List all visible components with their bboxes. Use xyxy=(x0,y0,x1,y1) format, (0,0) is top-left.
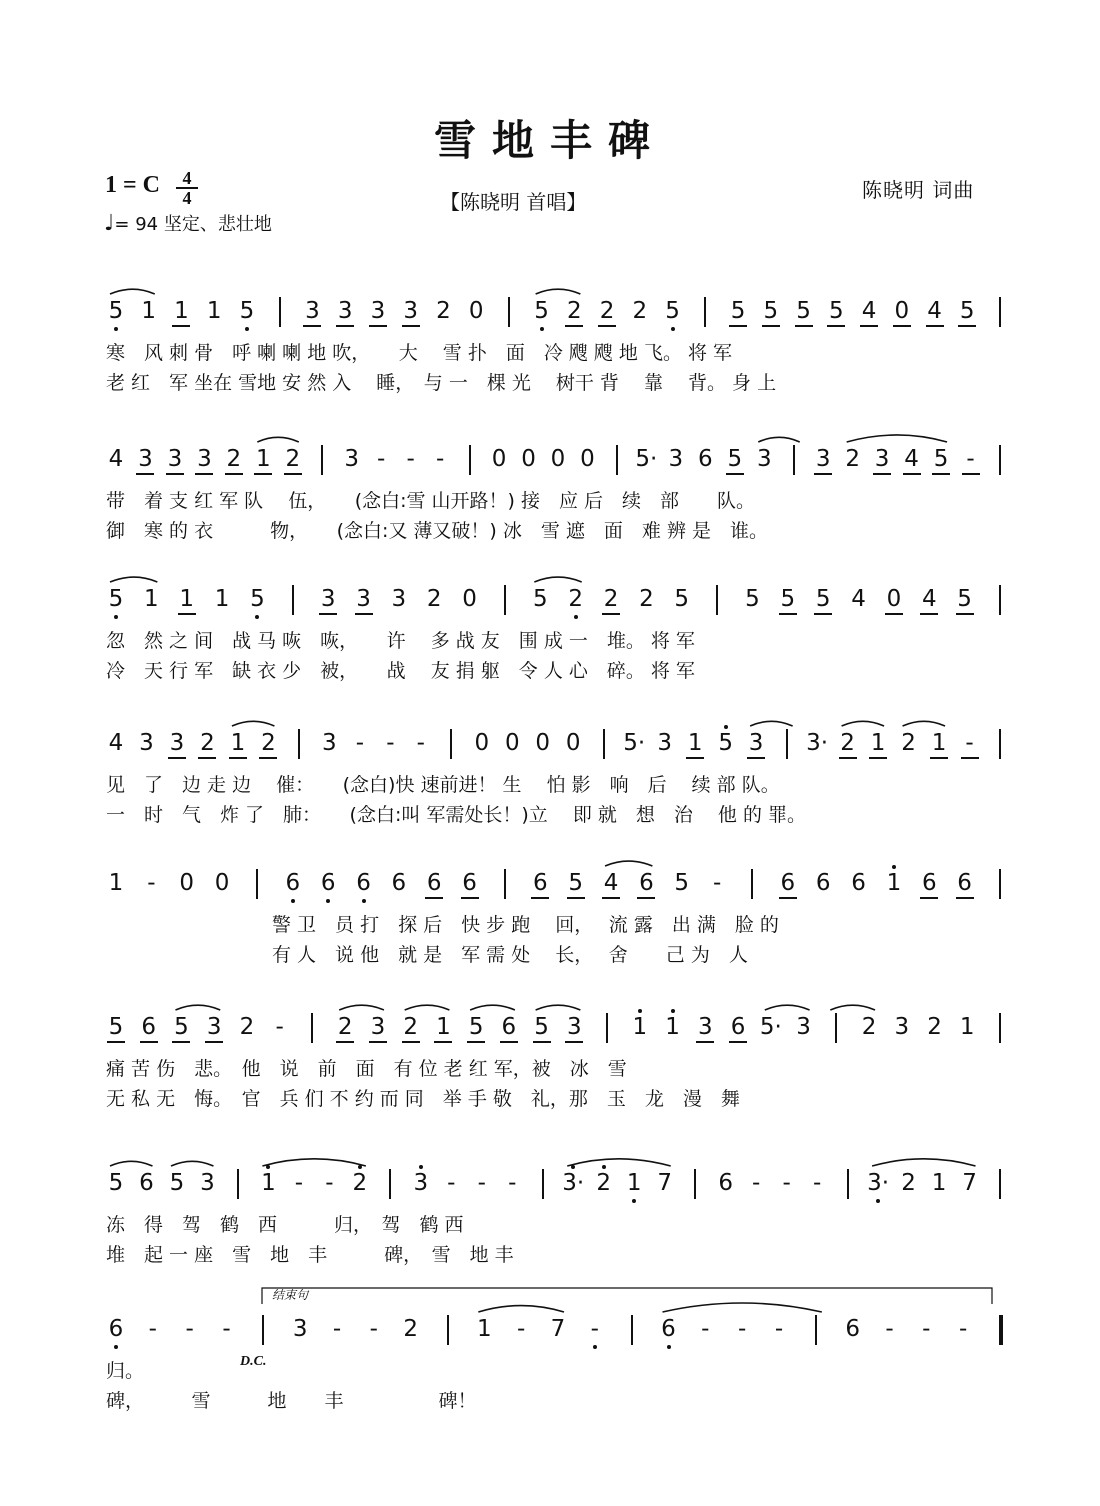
note: 3 xyxy=(337,298,353,324)
slur xyxy=(903,721,945,726)
slur xyxy=(110,577,157,582)
note: 3· xyxy=(867,1170,890,1196)
note: 3 xyxy=(167,446,183,472)
note-extension: - xyxy=(416,730,425,756)
lyrics-verse1: 带 着 支 红 军 队 伍， (念白:雪 山开路！) 接 应 后 续 部 队。 xyxy=(106,490,756,512)
note: 3 xyxy=(413,1170,429,1196)
note: 2 xyxy=(603,586,619,612)
lyrics-verse2: 有 人 说 他 就 是 军 需 处 长， 舍 己 为 人 xyxy=(272,944,748,966)
note: 5 xyxy=(957,586,972,612)
note: 0 xyxy=(535,730,551,756)
note: 0 xyxy=(214,870,230,896)
slur xyxy=(765,1005,810,1010)
ending-label: 结束句 xyxy=(272,1288,309,1302)
note: 5 xyxy=(108,586,124,612)
note-extension: - xyxy=(922,1316,931,1342)
note: 6 xyxy=(718,1170,733,1196)
note: 2 xyxy=(436,298,451,324)
note: 5 xyxy=(718,730,733,756)
lyrics-verse1: 痛 苦 伤 悲。 他 说 前 面 有 位 老 红 军，被 冰 雪 xyxy=(106,1058,627,1080)
note: 2 xyxy=(845,446,860,472)
note: 6 xyxy=(661,1316,676,1342)
note: 5· xyxy=(623,730,646,756)
note: 7 xyxy=(657,1170,672,1196)
slur xyxy=(872,1159,975,1166)
note: 2 xyxy=(568,586,583,612)
note: 1 xyxy=(144,586,159,612)
note-extension: - xyxy=(885,1316,894,1342)
note: 4 xyxy=(108,446,124,472)
note: 4 xyxy=(603,870,619,896)
lyrics-verse2: 无 私 无 悔。 官 兵 们 不 约 而 同 举 手 敬 礼，那 玉 龙 漫 舞 xyxy=(106,1088,740,1110)
note: 3 xyxy=(305,298,320,324)
lyrics-verse1: 见 了 边 走 边 催： (念白)快 速前进！ 生 怕 影 响 后 续 部 队。 xyxy=(106,774,780,796)
note-extension: - xyxy=(185,1316,194,1342)
slur xyxy=(750,721,792,726)
note-extension: - xyxy=(966,446,975,472)
note: 6 xyxy=(501,1014,517,1040)
lyrics-verse2: 一 时 气 炸 了 肺： (念白:叫 军需处长！)立 即 就 想 治 他 的 罪。 xyxy=(106,804,807,826)
note: 4 xyxy=(108,730,124,756)
note: 6 xyxy=(698,446,713,472)
note: 1 xyxy=(687,730,703,756)
time-top: 4 xyxy=(182,168,192,188)
note: 5 xyxy=(468,1014,484,1040)
note: 3 xyxy=(200,1170,215,1196)
page-title: 雪地丰碑 xyxy=(433,116,666,165)
note-extension: - xyxy=(590,1316,599,1342)
note: 5 xyxy=(532,586,548,612)
note: 6 xyxy=(285,870,301,896)
note: 2 xyxy=(840,730,855,756)
lyrics-verse1: 警 卫 员 打 探 后 快 步 跑 回， 流 露 出 满 脸 的 xyxy=(272,914,779,936)
note: 3 xyxy=(815,446,831,472)
lyrics-verse2: 碑， 雪 地 丰 碑！ xyxy=(106,1390,477,1412)
note: 5 xyxy=(674,586,690,612)
note: 5 xyxy=(674,870,690,896)
note-extension: - xyxy=(406,446,415,472)
note: 5· xyxy=(635,446,658,472)
note: 0 xyxy=(550,446,566,472)
slur xyxy=(536,289,581,294)
note: 3 xyxy=(292,1316,308,1342)
slur xyxy=(847,435,947,442)
da-capo-mark: D.C. xyxy=(240,1354,267,1369)
note: 2 xyxy=(599,298,615,324)
note: 2 xyxy=(200,730,215,756)
note: 3· xyxy=(562,1170,585,1196)
note: 3 xyxy=(356,586,371,612)
note: 2 xyxy=(596,1170,612,1196)
note: 5 xyxy=(828,298,844,324)
note: 3 xyxy=(796,1014,811,1040)
note-extension: - xyxy=(701,1316,710,1342)
note: 3 xyxy=(139,730,154,756)
lyrics-verse2: 御 寒 的 衣 物， (念白:又 薄又破！) 冰 雪 遮 面 难 辨 是 谁。 xyxy=(106,520,769,542)
note: 6 xyxy=(462,870,477,896)
note: 0 xyxy=(462,586,477,612)
note: 3 xyxy=(370,1014,386,1040)
note-extension: - xyxy=(148,1316,157,1342)
note: 0 xyxy=(580,446,595,472)
note: 3 xyxy=(748,730,764,756)
note-extension: - xyxy=(782,1170,791,1196)
note: 0 xyxy=(894,298,910,324)
note: 2 xyxy=(927,1014,942,1040)
note: 2 xyxy=(639,586,654,612)
note: 1 xyxy=(477,1316,492,1342)
note-extension: - xyxy=(147,870,156,896)
note: 5 xyxy=(815,586,831,612)
note: 1 xyxy=(214,586,230,612)
lyrics-verse2: 堆 起 一 座 雪 地 丰 碑， 雪 地 丰 xyxy=(106,1244,514,1266)
note-extension: - xyxy=(369,1316,378,1342)
note: 2 xyxy=(403,1316,418,1342)
note: 6 xyxy=(780,870,796,896)
note: 5 xyxy=(108,1014,124,1040)
note: 5 xyxy=(665,298,680,324)
quarter-note-icon: ♩ xyxy=(104,211,115,236)
note-extension: - xyxy=(517,1316,526,1342)
note: 3 xyxy=(874,446,890,472)
note: 6 xyxy=(139,1170,154,1196)
note-extension: - xyxy=(386,730,395,756)
note: 5 xyxy=(534,298,549,324)
note-extension: - xyxy=(325,1170,334,1196)
note: 3 xyxy=(197,446,212,472)
note: 5 xyxy=(169,1170,185,1196)
note: 6 xyxy=(391,870,407,896)
note: 1 xyxy=(436,1014,451,1040)
note: 0 xyxy=(468,298,484,324)
note: 1 xyxy=(870,730,886,756)
note-extension: - xyxy=(751,1170,761,1196)
note: 3 xyxy=(320,586,336,612)
note-extension: - xyxy=(738,1316,747,1342)
slur xyxy=(758,437,799,442)
time-bottom: 4 xyxy=(182,188,192,208)
note: 0 xyxy=(491,446,507,472)
note: 7 xyxy=(962,1170,977,1196)
slur xyxy=(470,1005,515,1010)
note: 5 xyxy=(780,586,796,612)
slur xyxy=(110,1161,152,1166)
note: 3 xyxy=(169,730,185,756)
note: 1 xyxy=(886,870,902,896)
note: 6 xyxy=(845,1316,860,1342)
slur xyxy=(262,1159,365,1166)
note: 1 xyxy=(931,1170,947,1196)
note: 2 xyxy=(567,298,582,324)
note: 0 xyxy=(474,730,490,756)
note: 1 xyxy=(141,298,157,324)
slur xyxy=(232,721,274,726)
lyrics-verse2: 冷 天 行 军 缺 衣 少 被， 战 友 捐 躯 令 人 心 碎。 将 军 xyxy=(106,660,695,682)
singer-credit: 【陈晓明 首唱】 xyxy=(440,190,587,214)
key-signature: 1 = C xyxy=(105,172,161,198)
note: 1 xyxy=(261,1170,276,1196)
note: 5 xyxy=(763,298,779,324)
note: 1 xyxy=(179,586,195,612)
note: 6 xyxy=(356,870,371,896)
note: 2 xyxy=(337,1014,353,1040)
slur xyxy=(257,437,298,442)
slur xyxy=(663,1303,822,1312)
note-extension: - xyxy=(222,1316,231,1342)
note: 4 xyxy=(921,586,937,612)
note: 0 xyxy=(565,730,581,756)
note-extension: - xyxy=(294,1170,304,1196)
note: 6 xyxy=(730,1014,746,1040)
note: 6 xyxy=(851,870,866,896)
slur xyxy=(339,1005,384,1010)
note: 1 xyxy=(108,870,124,896)
note: 4 xyxy=(904,446,919,472)
note-extension: - xyxy=(355,730,365,756)
note: 6 xyxy=(639,870,654,896)
slur xyxy=(175,1005,220,1010)
note: 5 xyxy=(239,298,255,324)
slur xyxy=(171,1161,213,1166)
slur xyxy=(405,1005,450,1010)
note: 1 xyxy=(206,298,222,324)
tempo-text: = 94 坚定、悲壮地 xyxy=(114,214,272,235)
note: 7 xyxy=(550,1316,566,1342)
slur xyxy=(536,1005,581,1010)
note: 5 xyxy=(534,1014,549,1040)
note: 3 xyxy=(344,446,360,472)
lyrics-verse1: 忽 然 之 间 战 马 咴 咴， 许 多 战 友 围 成 一 堆。 将 军 xyxy=(106,630,695,652)
lyrics-verse2: 老 红 军 坐在 雪地 安 然 入 睡， 与 一 棵 光 树干 背 靠 背。 身 上 xyxy=(106,372,777,394)
lyrics-verse1: 冻 得 驾 鹤 西 归， 驾 鹤 西 xyxy=(106,1214,464,1236)
note: 3 xyxy=(567,1014,582,1040)
note: 2 xyxy=(403,1014,418,1040)
note: 1 xyxy=(230,730,246,756)
note: 6 xyxy=(108,1316,124,1342)
note: 0 xyxy=(886,586,902,612)
note: 6 xyxy=(426,870,442,896)
note-extension: - xyxy=(332,1316,342,1342)
note: 3· xyxy=(806,730,829,756)
note: 1 xyxy=(256,446,271,472)
note: 0 xyxy=(504,730,520,756)
note-extension: - xyxy=(812,1170,822,1196)
note: 5 xyxy=(745,586,760,612)
note: 2 xyxy=(861,1014,877,1040)
note: 5 xyxy=(727,446,743,472)
note-extension: - xyxy=(477,1170,486,1196)
note: 2 xyxy=(426,586,442,612)
note: 2 xyxy=(285,446,301,472)
slur xyxy=(478,1306,564,1312)
note: 1 xyxy=(174,298,189,324)
note: 3 xyxy=(894,1014,910,1040)
note: 6 xyxy=(532,870,548,896)
slur xyxy=(534,577,581,582)
note: 4 xyxy=(851,586,866,612)
lyrics-verse1: 归。 xyxy=(106,1360,145,1382)
slur xyxy=(605,861,652,866)
note: 3 xyxy=(698,1014,713,1040)
note: 5 xyxy=(108,298,124,324)
note-extension: - xyxy=(959,1316,968,1342)
note: 6 xyxy=(141,1014,157,1040)
note: 5 xyxy=(174,1014,189,1040)
note: 5 xyxy=(730,298,746,324)
note: 6 xyxy=(320,870,336,896)
note: 0 xyxy=(179,870,195,896)
ending-bracket xyxy=(262,1288,992,1304)
note: 1 xyxy=(632,1014,648,1040)
note: 2 xyxy=(352,1170,368,1196)
note: 3 xyxy=(206,1014,222,1040)
note: 2 xyxy=(901,730,916,756)
note: 4 xyxy=(927,298,942,324)
note: 6 xyxy=(815,870,831,896)
note: 2 xyxy=(901,1170,916,1196)
slur xyxy=(842,721,884,726)
note: 3 xyxy=(322,730,337,756)
note-extension: - xyxy=(447,1170,456,1196)
note: 5· xyxy=(759,1014,782,1040)
note-extension: - xyxy=(965,730,974,756)
note: 2 xyxy=(239,1014,255,1040)
note: 5 xyxy=(796,298,811,324)
note: 3 xyxy=(657,730,672,756)
note: 5 xyxy=(933,446,949,472)
note-extension: - xyxy=(275,1014,284,1040)
note: 1 xyxy=(959,1014,975,1040)
note: 3 xyxy=(403,298,418,324)
note: 5 xyxy=(959,298,975,324)
note: 5 xyxy=(568,870,583,896)
note: 3 xyxy=(668,446,684,472)
note: 1 xyxy=(931,730,947,756)
note: 2 xyxy=(226,446,242,472)
note-extension: - xyxy=(774,1316,784,1342)
lyrics-verse1: 寒 风 刺 骨 呼 喇 喇 地 吹， 大 雪 扑 面 冷 飕 飕 地 飞。 将 军 xyxy=(106,342,733,364)
note: 6 xyxy=(957,870,972,896)
note: 0 xyxy=(521,446,536,472)
note: 6 xyxy=(921,870,937,896)
note-extension: - xyxy=(508,1170,517,1196)
note: 3 xyxy=(756,446,772,472)
note: 3 xyxy=(391,586,407,612)
slur xyxy=(567,1159,670,1166)
note: 5 xyxy=(250,586,265,612)
slur xyxy=(110,289,155,294)
note: 2 xyxy=(632,298,648,324)
note: 4 xyxy=(861,298,877,324)
note: 3 xyxy=(138,446,153,472)
composer-credit: 陈晓明 词曲 xyxy=(862,178,975,202)
note-extension: - xyxy=(712,870,722,896)
note: 2 xyxy=(261,730,276,756)
note: 1 xyxy=(626,1170,642,1196)
note: 1 xyxy=(665,1014,680,1040)
note-extension: - xyxy=(377,446,386,472)
note: 5 xyxy=(108,1170,124,1196)
note: 3 xyxy=(370,298,386,324)
note-extension: - xyxy=(435,446,445,472)
slur xyxy=(830,1005,875,1010)
